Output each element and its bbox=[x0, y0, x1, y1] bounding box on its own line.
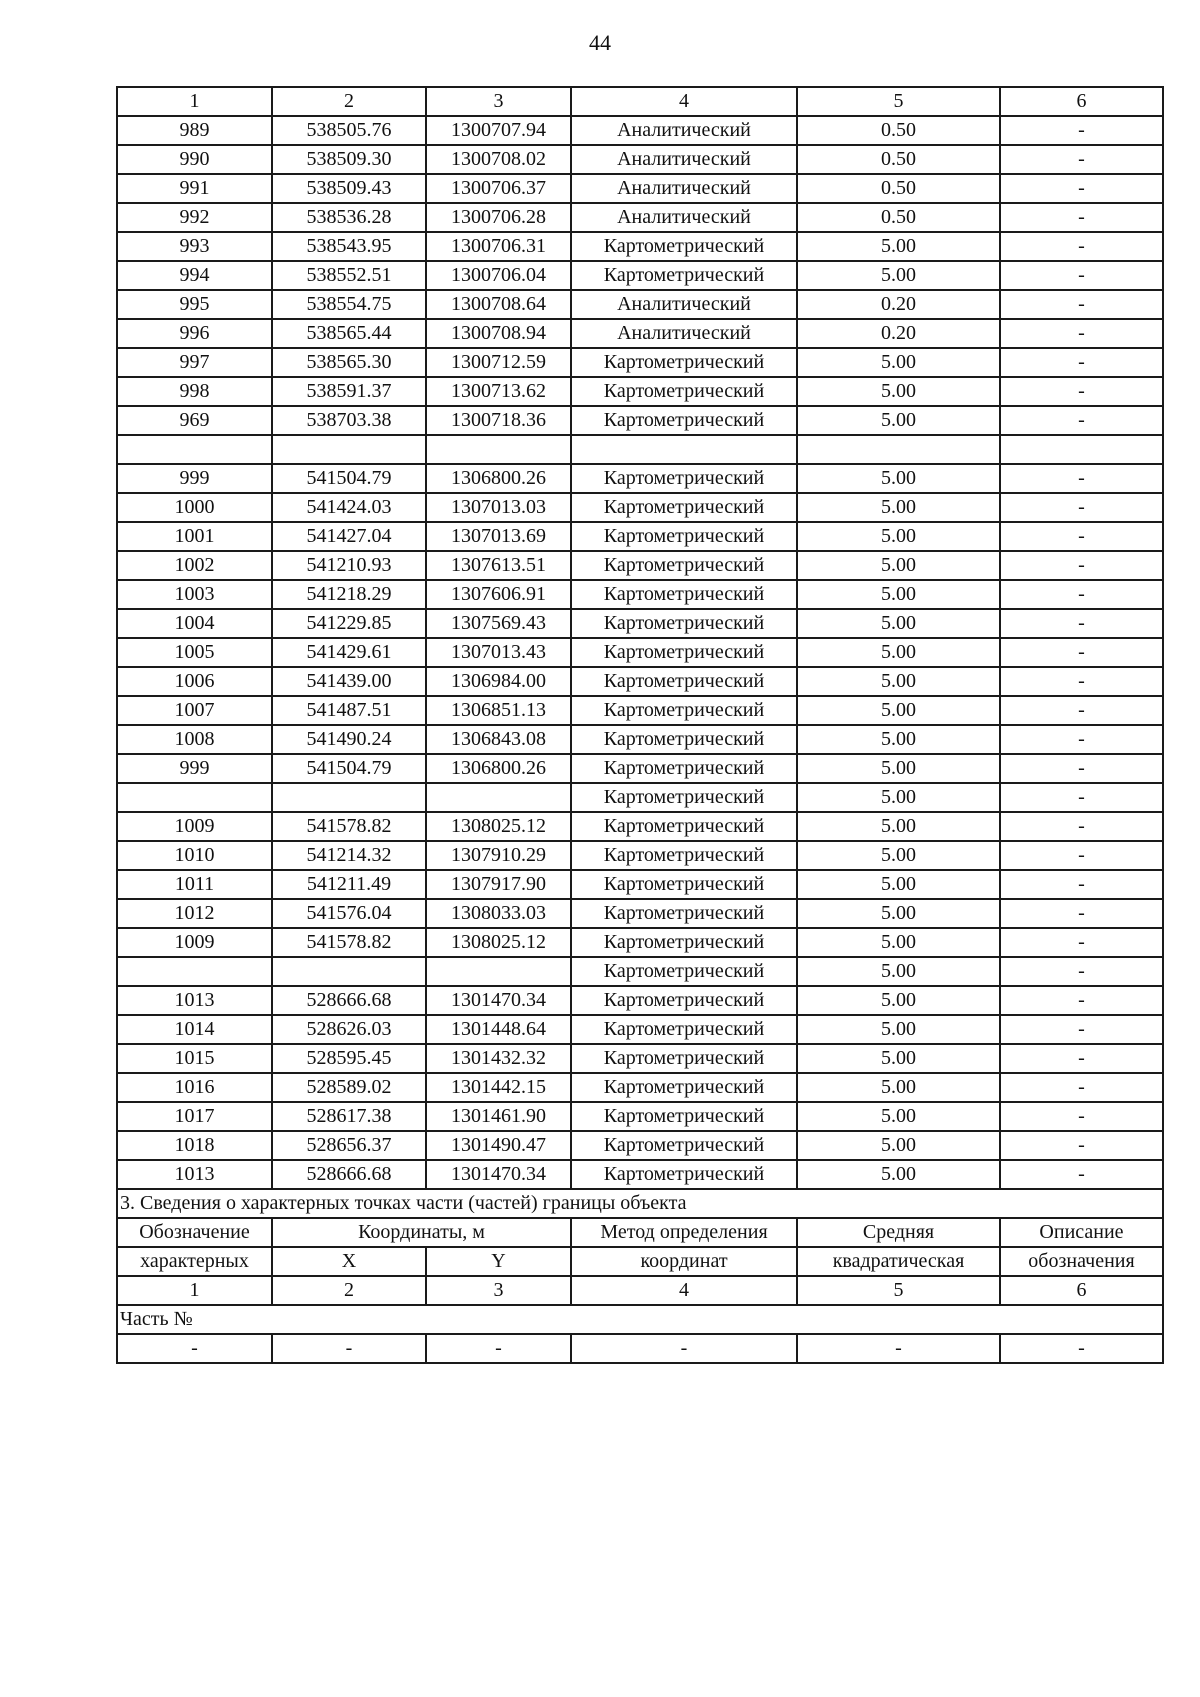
x-coordinate-cell: 541424.03 bbox=[272, 493, 426, 522]
error-cell: 5.00 bbox=[797, 522, 1000, 551]
description-cell: - bbox=[1000, 1102, 1163, 1131]
point-number-cell: 1000 bbox=[117, 493, 272, 522]
y-coordinate-cell: 1306984.00 bbox=[426, 667, 571, 696]
error-cell: 5.00 bbox=[797, 580, 1000, 609]
x-coordinate-cell: 528656.37 bbox=[272, 1131, 426, 1160]
table-row bbox=[117, 377, 1163, 406]
y-coordinate-cell: 1307917.90 bbox=[426, 870, 571, 899]
x-coordinate-cell: 538552.51 bbox=[272, 261, 426, 290]
y-coordinate-cell: 1307910.29 bbox=[426, 841, 571, 870]
table-row bbox=[117, 812, 1163, 841]
description-cell: - bbox=[1000, 1044, 1163, 1073]
table-row bbox=[117, 638, 1163, 667]
error-cell: 5.00 bbox=[797, 464, 1000, 493]
error-cell: 5.00 bbox=[797, 261, 1000, 290]
x-coordinate-cell: 528589.02 bbox=[272, 1073, 426, 1102]
y-coordinate-cell: 1301442.15 bbox=[426, 1073, 571, 1102]
method-cell: Картометрический bbox=[571, 812, 797, 841]
method-cell: Картометрический bbox=[571, 464, 797, 493]
description-cell: - bbox=[1000, 1015, 1163, 1044]
method-cell: Картометрический bbox=[571, 261, 797, 290]
point-number-cell: 998 bbox=[117, 377, 272, 406]
point-number-cell: 1007 bbox=[117, 696, 272, 725]
error-cell: 0.50 bbox=[797, 116, 1000, 145]
y-coordinate-cell: 1301432.32 bbox=[426, 1044, 571, 1073]
x-coordinate-cell: 541429.61 bbox=[272, 638, 426, 667]
error-cell: 5.00 bbox=[797, 783, 1000, 812]
table-row bbox=[117, 551, 1163, 580]
description-cell: - bbox=[1000, 1160, 1163, 1189]
column-number: 5 bbox=[797, 1276, 1000, 1305]
error-cell: 5.00 bbox=[797, 754, 1000, 783]
point-number-cell: 1014 bbox=[117, 1015, 272, 1044]
x-coordinate-cell: 541504.79 bbox=[272, 754, 426, 783]
error-cell: 5.00 bbox=[797, 696, 1000, 725]
column-number: 2 bbox=[272, 1276, 426, 1305]
header-method-line2: координат bbox=[571, 1247, 797, 1276]
table-row bbox=[117, 841, 1163, 870]
y-coordinate-cell: 1300708.64 bbox=[426, 290, 571, 319]
table-row bbox=[117, 609, 1163, 638]
error-cell: 5.00 bbox=[797, 667, 1000, 696]
y-coordinate-cell: 1301470.34 bbox=[426, 1160, 571, 1189]
method-cell: Аналитический bbox=[571, 319, 797, 348]
method-cell: Аналитический bbox=[571, 145, 797, 174]
y-coordinate-cell: 1306843.08 bbox=[426, 725, 571, 754]
header-coordinates: Координаты, м bbox=[272, 1218, 571, 1247]
description-cell: - bbox=[1000, 116, 1163, 145]
y-coordinate-cell: 1307013.69 bbox=[426, 522, 571, 551]
method-cell: Картометрический bbox=[571, 1102, 797, 1131]
method-cell bbox=[571, 435, 797, 464]
point-number-cell: 1013 bbox=[117, 986, 272, 1015]
x-coordinate-cell: 541210.93 bbox=[272, 551, 426, 580]
error-cell: 5.00 bbox=[797, 986, 1000, 1015]
column-number-row bbox=[117, 87, 1163, 116]
y-coordinate-cell: 1300708.94 bbox=[426, 319, 571, 348]
x-coordinate-cell: 528666.68 bbox=[272, 1160, 426, 1189]
description-cell: - bbox=[1000, 1131, 1163, 1160]
x-coordinate-cell: 538505.76 bbox=[272, 116, 426, 145]
y-coordinate-cell: 1307569.43 bbox=[426, 609, 571, 638]
y-coordinate-cell: 1307013.03 bbox=[426, 493, 571, 522]
table-row bbox=[117, 1073, 1163, 1102]
x-coordinate-cell: 541487.51 bbox=[272, 696, 426, 725]
description-cell: - bbox=[1000, 348, 1163, 377]
point-number-cell: 1004 bbox=[117, 609, 272, 638]
point-number-cell: 999 bbox=[117, 754, 272, 783]
x-coordinate-cell: 528595.45 bbox=[272, 1044, 426, 1073]
method-cell: Аналитический bbox=[571, 116, 797, 145]
dash-cell: - bbox=[797, 1334, 1000, 1363]
x-coordinate-cell: 528626.03 bbox=[272, 1015, 426, 1044]
header-description-line2: обозначения bbox=[1000, 1247, 1163, 1276]
description-cell: - bbox=[1000, 986, 1163, 1015]
description-cell: - bbox=[1000, 145, 1163, 174]
point-number-cell: 997 bbox=[117, 348, 272, 377]
y-coordinate-cell bbox=[426, 435, 571, 464]
method-cell: Картометрический bbox=[571, 696, 797, 725]
error-cell: 5.00 bbox=[797, 841, 1000, 870]
dash-cell: - bbox=[272, 1334, 426, 1363]
table-row bbox=[117, 957, 1163, 986]
method-cell: Картометрический bbox=[571, 406, 797, 435]
error-cell: 0.50 bbox=[797, 203, 1000, 232]
error-cell: 5.00 bbox=[797, 899, 1000, 928]
x-coordinate-cell: 541229.85 bbox=[272, 609, 426, 638]
error-cell bbox=[797, 435, 1000, 464]
point-number-cell: 1016 bbox=[117, 1073, 272, 1102]
point-number-cell: 1009 bbox=[117, 928, 272, 957]
method-cell: Картометрический bbox=[571, 754, 797, 783]
description-cell: - bbox=[1000, 203, 1163, 232]
error-cell: 5.00 bbox=[797, 348, 1000, 377]
header-error-line1: Средняя bbox=[797, 1218, 1000, 1247]
method-cell: Картометрический bbox=[571, 899, 797, 928]
description-cell: - bbox=[1000, 638, 1163, 667]
header-x: X bbox=[272, 1247, 426, 1276]
y-coordinate-cell: 1300713.62 bbox=[426, 377, 571, 406]
dash-cell: - bbox=[117, 1334, 272, 1363]
coordinates-table bbox=[116, 86, 1164, 1364]
error-cell: 5.00 bbox=[797, 725, 1000, 754]
table-row bbox=[117, 464, 1163, 493]
point-number-cell: 1006 bbox=[117, 667, 272, 696]
column-number: 2 bbox=[272, 87, 426, 116]
x-coordinate-cell bbox=[272, 783, 426, 812]
method-cell: Аналитический bbox=[571, 174, 797, 203]
x-coordinate-cell: 541490.24 bbox=[272, 725, 426, 754]
section3-title: 3. Сведения о характерных точках части (частей) границы объекта bbox=[117, 1189, 1163, 1218]
point-number-cell bbox=[117, 435, 272, 464]
description-cell: - bbox=[1000, 551, 1163, 580]
table-row bbox=[117, 522, 1163, 551]
point-number-cell: 990 bbox=[117, 145, 272, 174]
point-number-cell bbox=[117, 957, 272, 986]
point-number-cell: 1018 bbox=[117, 1131, 272, 1160]
y-coordinate-cell: 1308025.12 bbox=[426, 928, 571, 957]
description-cell: - bbox=[1000, 667, 1163, 696]
x-coordinate-cell: 538543.95 bbox=[272, 232, 426, 261]
y-coordinate-cell: 1300712.59 bbox=[426, 348, 571, 377]
point-number-cell bbox=[117, 783, 272, 812]
table-row bbox=[117, 319, 1163, 348]
table-row bbox=[117, 696, 1163, 725]
x-coordinate-cell: 541504.79 bbox=[272, 464, 426, 493]
table-row bbox=[117, 261, 1163, 290]
description-cell: - bbox=[1000, 957, 1163, 986]
point-number-cell: 994 bbox=[117, 261, 272, 290]
x-coordinate-cell: 541427.04 bbox=[272, 522, 426, 551]
method-cell: Картометрический bbox=[571, 638, 797, 667]
column-number: 6 bbox=[1000, 87, 1163, 116]
dash-row bbox=[117, 1334, 1163, 1363]
x-coordinate-cell: 538565.30 bbox=[272, 348, 426, 377]
y-coordinate-cell: 1300706.28 bbox=[426, 203, 571, 232]
method-cell: Картометрический bbox=[571, 348, 797, 377]
method-cell: Картометрический bbox=[571, 986, 797, 1015]
description-cell: - bbox=[1000, 725, 1163, 754]
y-coordinate-cell: 1301461.90 bbox=[426, 1102, 571, 1131]
y-coordinate-cell: 1300707.94 bbox=[426, 116, 571, 145]
description-cell: - bbox=[1000, 783, 1163, 812]
y-coordinate-cell: 1300718.36 bbox=[426, 406, 571, 435]
point-number-cell: 1012 bbox=[117, 899, 272, 928]
table-row bbox=[117, 870, 1163, 899]
table-row bbox=[117, 725, 1163, 754]
x-coordinate-cell: 538536.28 bbox=[272, 203, 426, 232]
x-coordinate-cell: 538591.37 bbox=[272, 377, 426, 406]
x-coordinate-cell: 541439.00 bbox=[272, 667, 426, 696]
y-coordinate-cell: 1306800.26 bbox=[426, 754, 571, 783]
point-number-cell: 969 bbox=[117, 406, 272, 435]
error-cell: 5.00 bbox=[797, 609, 1000, 638]
error-cell: 5.00 bbox=[797, 1015, 1000, 1044]
method-cell: Картометрический bbox=[571, 1131, 797, 1160]
table-row bbox=[117, 899, 1163, 928]
description-cell: - bbox=[1000, 812, 1163, 841]
point-number-cell: 1015 bbox=[117, 1044, 272, 1073]
description-cell bbox=[1000, 435, 1163, 464]
y-coordinate-cell: 1300706.31 bbox=[426, 232, 571, 261]
method-cell: Картометрический bbox=[571, 783, 797, 812]
method-cell: Картометрический bbox=[571, 493, 797, 522]
table-row bbox=[117, 435, 1163, 464]
x-coordinate-cell: 541211.49 bbox=[272, 870, 426, 899]
method-cell: Картометрический bbox=[571, 957, 797, 986]
point-number-cell: 1001 bbox=[117, 522, 272, 551]
description-cell: - bbox=[1000, 464, 1163, 493]
y-coordinate-cell: 1307613.51 bbox=[426, 551, 571, 580]
x-coordinate-cell: 538703.38 bbox=[272, 406, 426, 435]
error-cell: 5.00 bbox=[797, 1044, 1000, 1073]
description-cell: - bbox=[1000, 174, 1163, 203]
method-cell: Картометрический bbox=[571, 667, 797, 696]
description-cell: - bbox=[1000, 928, 1163, 957]
table-row bbox=[117, 493, 1163, 522]
x-coordinate-cell: 528666.68 bbox=[272, 986, 426, 1015]
column-number: 4 bbox=[571, 87, 797, 116]
table-row bbox=[117, 406, 1163, 435]
header-point-label-line2: характерных bbox=[117, 1247, 272, 1276]
error-cell: 5.00 bbox=[797, 232, 1000, 261]
description-cell: - bbox=[1000, 609, 1163, 638]
y-coordinate-cell bbox=[426, 783, 571, 812]
section3-title-row bbox=[117, 1189, 1163, 1218]
description-cell: - bbox=[1000, 232, 1163, 261]
method-cell: Картометрический bbox=[571, 841, 797, 870]
point-number-cell: 999 bbox=[117, 464, 272, 493]
column-number: 6 bbox=[1000, 1276, 1163, 1305]
method-cell: Картометрический bbox=[571, 377, 797, 406]
header-error-line2: квадратическая bbox=[797, 1247, 1000, 1276]
x-coordinate-cell: 541218.29 bbox=[272, 580, 426, 609]
table-row bbox=[117, 1044, 1163, 1073]
column-number: 3 bbox=[426, 1276, 571, 1305]
error-cell: 5.00 bbox=[797, 377, 1000, 406]
table-row bbox=[117, 290, 1163, 319]
description-cell: - bbox=[1000, 754, 1163, 783]
error-cell: 5.00 bbox=[797, 493, 1000, 522]
error-cell: 5.00 bbox=[797, 1160, 1000, 1189]
description-cell: - bbox=[1000, 696, 1163, 725]
x-coordinate-cell bbox=[272, 957, 426, 986]
part-label: Часть № bbox=[117, 1305, 1163, 1334]
description-cell: - bbox=[1000, 493, 1163, 522]
column-number: 1 bbox=[117, 87, 272, 116]
description-cell: - bbox=[1000, 522, 1163, 551]
y-coordinate-cell: 1308025.12 bbox=[426, 812, 571, 841]
x-coordinate-cell: 538509.43 bbox=[272, 174, 426, 203]
header-description-line1: Описание bbox=[1000, 1218, 1163, 1247]
point-number-cell: 995 bbox=[117, 290, 272, 319]
point-number-cell: 992 bbox=[117, 203, 272, 232]
description-cell: - bbox=[1000, 841, 1163, 870]
point-number-cell: 1009 bbox=[117, 812, 272, 841]
point-number-cell: 993 bbox=[117, 232, 272, 261]
description-cell: - bbox=[1000, 580, 1163, 609]
table-row bbox=[117, 1102, 1163, 1131]
y-coordinate-cell: 1307013.43 bbox=[426, 638, 571, 667]
y-coordinate-cell: 1307606.91 bbox=[426, 580, 571, 609]
point-number-cell: 991 bbox=[117, 174, 272, 203]
method-cell: Картометрический bbox=[571, 725, 797, 754]
point-number-cell: 989 bbox=[117, 116, 272, 145]
description-cell: - bbox=[1000, 319, 1163, 348]
x-coordinate-cell: 538509.30 bbox=[272, 145, 426, 174]
point-number-cell: 1010 bbox=[117, 841, 272, 870]
column-number: 1 bbox=[117, 1276, 272, 1305]
y-coordinate-cell: 1300706.37 bbox=[426, 174, 571, 203]
error-cell: 5.00 bbox=[797, 406, 1000, 435]
error-cell: 5.00 bbox=[797, 1102, 1000, 1131]
dash-cell: - bbox=[426, 1334, 571, 1363]
method-cell: Картометрический bbox=[571, 1015, 797, 1044]
point-number-cell: 1008 bbox=[117, 725, 272, 754]
table-row bbox=[117, 783, 1163, 812]
point-number-cell: 996 bbox=[117, 319, 272, 348]
header-method-line1: Метод определения bbox=[571, 1218, 797, 1247]
method-cell: Картометрический bbox=[571, 1044, 797, 1073]
method-cell: Картометрический bbox=[571, 1160, 797, 1189]
x-coordinate-cell: 541578.82 bbox=[272, 812, 426, 841]
dash-cell: - bbox=[571, 1334, 797, 1363]
y-coordinate-cell: 1301490.47 bbox=[426, 1131, 571, 1160]
y-coordinate-cell: 1301448.64 bbox=[426, 1015, 571, 1044]
point-number-cell: 1017 bbox=[117, 1102, 272, 1131]
table-row bbox=[117, 1015, 1163, 1044]
point-number-cell: 1011 bbox=[117, 870, 272, 899]
description-cell: - bbox=[1000, 261, 1163, 290]
section3-column-number-row bbox=[117, 1276, 1163, 1305]
y-coordinate-cell: 1306800.26 bbox=[426, 464, 571, 493]
table-row bbox=[117, 174, 1163, 203]
method-cell: Картометрический bbox=[571, 522, 797, 551]
table-row bbox=[117, 1131, 1163, 1160]
point-number-cell: 1002 bbox=[117, 551, 272, 580]
y-coordinate-cell: 1306851.13 bbox=[426, 696, 571, 725]
error-cell: 5.00 bbox=[797, 1073, 1000, 1102]
method-cell: Картометрический bbox=[571, 232, 797, 261]
x-coordinate-cell: 541214.32 bbox=[272, 841, 426, 870]
x-coordinate-cell bbox=[272, 435, 426, 464]
error-cell: 5.00 bbox=[797, 638, 1000, 667]
error-cell: 0.20 bbox=[797, 319, 1000, 348]
table-row bbox=[117, 203, 1163, 232]
table-row bbox=[117, 348, 1163, 377]
x-coordinate-cell: 538554.75 bbox=[272, 290, 426, 319]
method-cell: Картометрический bbox=[571, 928, 797, 957]
section3-header-row-1 bbox=[117, 1218, 1163, 1247]
table-row bbox=[117, 580, 1163, 609]
description-cell: - bbox=[1000, 1073, 1163, 1102]
error-cell: 0.50 bbox=[797, 145, 1000, 174]
y-coordinate-cell: 1308033.03 bbox=[426, 899, 571, 928]
method-cell: Картометрический bbox=[571, 609, 797, 638]
table-row bbox=[117, 667, 1163, 696]
table-row bbox=[117, 986, 1163, 1015]
table-row bbox=[117, 116, 1163, 145]
table-row bbox=[117, 928, 1163, 957]
error-cell: 5.00 bbox=[797, 812, 1000, 841]
point-number-cell: 1003 bbox=[117, 580, 272, 609]
error-cell: 5.00 bbox=[797, 928, 1000, 957]
dash-cell: - bbox=[1000, 1334, 1163, 1363]
header-point-label-line1: Обозначение bbox=[117, 1218, 272, 1247]
error-cell: 5.00 bbox=[797, 957, 1000, 986]
y-coordinate-cell: 1300708.02 bbox=[426, 145, 571, 174]
table-row bbox=[117, 232, 1163, 261]
method-cell: Картометрический bbox=[571, 870, 797, 899]
page-number: 44 bbox=[589, 30, 611, 55]
error-cell: 0.50 bbox=[797, 174, 1000, 203]
description-cell: - bbox=[1000, 870, 1163, 899]
error-cell: 5.00 bbox=[797, 551, 1000, 580]
section3-header-row-2 bbox=[117, 1247, 1163, 1276]
x-coordinate-cell: 538565.44 bbox=[272, 319, 426, 348]
method-cell: Аналитический bbox=[571, 290, 797, 319]
header-y: Y bbox=[426, 1247, 571, 1276]
description-cell: - bbox=[1000, 406, 1163, 435]
method-cell: Аналитический bbox=[571, 203, 797, 232]
point-number-cell: 1013 bbox=[117, 1160, 272, 1189]
column-number: 3 bbox=[426, 87, 571, 116]
x-coordinate-cell: 528617.38 bbox=[272, 1102, 426, 1131]
description-cell: - bbox=[1000, 290, 1163, 319]
y-coordinate-cell: 1301470.34 bbox=[426, 986, 571, 1015]
y-coordinate-cell bbox=[426, 957, 571, 986]
method-cell: Картометрический bbox=[571, 1073, 797, 1102]
part-label-row bbox=[117, 1305, 1163, 1334]
error-cell: 5.00 bbox=[797, 870, 1000, 899]
column-number: 4 bbox=[571, 1276, 797, 1305]
table-row bbox=[117, 1160, 1163, 1189]
y-coordinate-cell: 1300706.04 bbox=[426, 261, 571, 290]
x-coordinate-cell: 541576.04 bbox=[272, 899, 426, 928]
method-cell: Картометрический bbox=[571, 580, 797, 609]
table-row bbox=[117, 145, 1163, 174]
column-number: 5 bbox=[797, 87, 1000, 116]
method-cell: Картометрический bbox=[571, 551, 797, 580]
x-coordinate-cell: 541578.82 bbox=[272, 928, 426, 957]
description-cell: - bbox=[1000, 377, 1163, 406]
description-cell: - bbox=[1000, 899, 1163, 928]
point-number-cell: 1005 bbox=[117, 638, 272, 667]
error-cell: 5.00 bbox=[797, 1131, 1000, 1160]
error-cell: 0.20 bbox=[797, 290, 1000, 319]
table-row bbox=[117, 754, 1163, 783]
